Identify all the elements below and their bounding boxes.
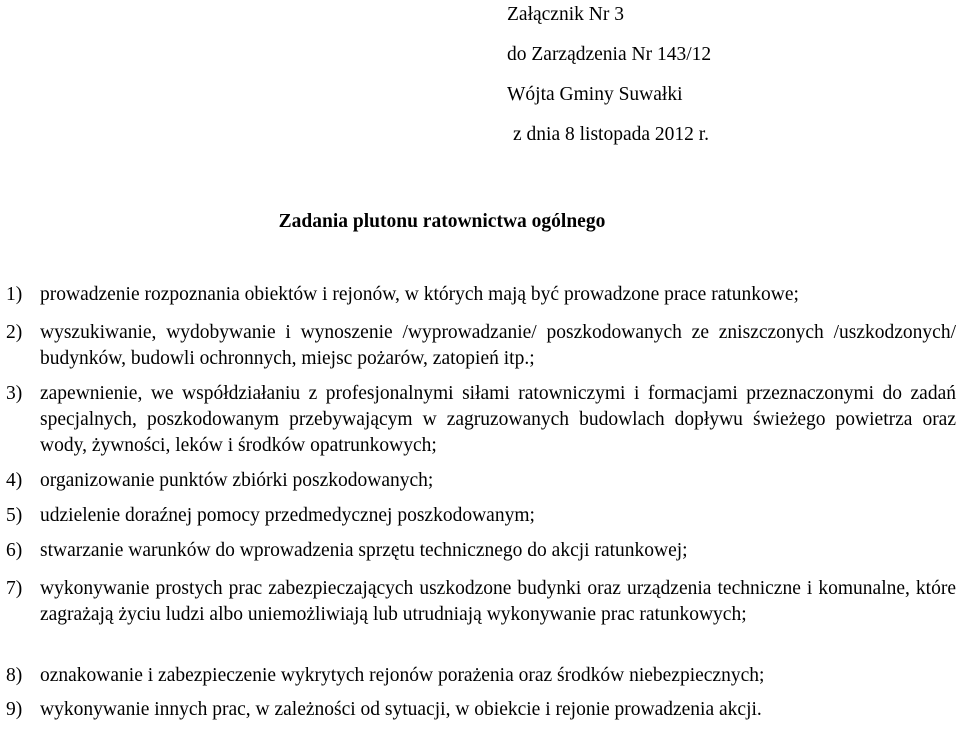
list-item-text: wykonywanie prostych prac zabezpieczających uszkodzone budynki oraz urządzenia techniczne i komunalne, które zagrażają życiu ludzi albo uniemożliwiają lub utrudniają wykonywanie prac ratunkowych;: [40, 578, 956, 625]
list-item-number: 3): [6, 383, 23, 404]
list-item-text: wyszukiwanie, wydobywanie i wynoszenie /wyprowadzanie/ poszkodowanych ze zniszczonych /uszkodzonych/ budynków, budowli ochronnych, miejsc pożarów, zatopień itp.;: [40, 322, 956, 369]
list-item-number: 2): [6, 322, 23, 343]
list-item: [6, 282, 956, 320]
header-issuer: Wójta Gminy Suwałki: [507, 84, 683, 105]
list-item: [6, 697, 956, 727]
list-item-number: 4): [6, 470, 23, 491]
list-item: [6, 503, 956, 538]
list-item-number: 5): [6, 505, 23, 526]
list-item: [6, 468, 956, 503]
list-item-number: 7): [6, 578, 23, 599]
list-item-text: wykonywanie innych prac, w zależności od sytuacji, w obiekcie i rejonie prowadzenia akcji.: [40, 699, 762, 720]
list-item: [6, 381, 956, 468]
list-item-number: 6): [6, 540, 23, 561]
header-date: z dnia 8 listopada 2012 r.: [513, 124, 710, 145]
attachment-header: [507, 0, 947, 160]
list-item-text: zapewnienie, we współdziałaniu z profesjonalnymi siłami ratowniczymi i formacjami przeznaczonymi do zadań specjalnych, poszkodowanym przebywającym w zagruzowanych budowlach dopływu świeżego powietrza oraz wody, żywności, leków i środków opatrunkowych;: [40, 383, 956, 456]
list-item-text: organizowanie punktów zbiórki poszkodowanych;: [40, 470, 434, 491]
list-item: [6, 663, 956, 697]
list-item-text: prowadzenie rozpoznania obiektów i rejonów, w których mają być prowadzone prace ratunkowe;: [40, 284, 799, 305]
task-list: [6, 282, 956, 727]
list-item-text: stwarzanie warunków do wprowadzenia sprzętu technicznego do akcji ratunkowej;: [40, 540, 688, 561]
list-item-text: udzielenie doraźnej pomocy przedmedycznej poszkodowanym;: [40, 505, 535, 526]
list-item-number: 8): [6, 665, 23, 686]
document-title: Zadania plutonu ratownictwa ogólnego: [278, 211, 606, 232]
list-item: [6, 576, 956, 663]
header-ordinance-number: do Zarządzenia Nr 143/12: [507, 44, 712, 65]
list-item: [6, 538, 956, 576]
list-item-text: oznakowanie i zabezpieczenie wykrytych rejonów porażenia oraz środków niebezpiecznych;: [40, 665, 765, 686]
list-item-number: 1): [6, 284, 23, 305]
header-attachment-number: Załącznik Nr 3: [507, 4, 624, 25]
list-item-number: 9): [6, 699, 23, 720]
list-item: [6, 320, 956, 381]
